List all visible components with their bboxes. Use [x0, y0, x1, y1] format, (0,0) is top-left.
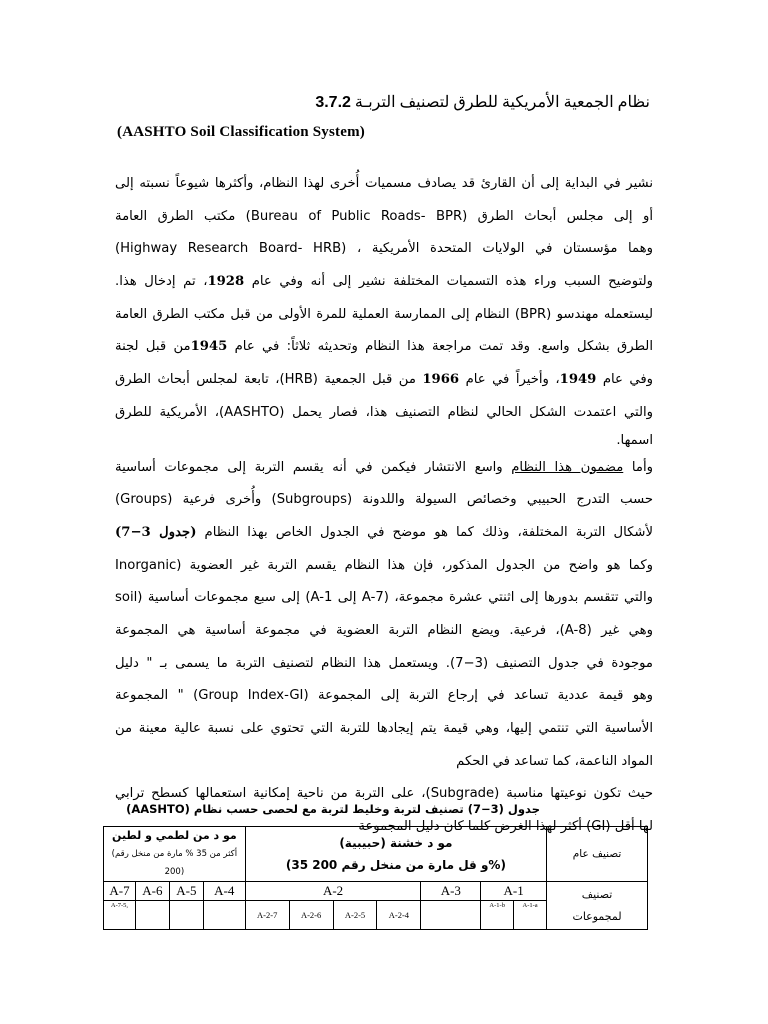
paragraph-line: وكما هو واضح من الجدول المذكور، فإن هذا النظام يقسم التربة غير العضوية (Inorganic: [115, 557, 653, 573]
subgroup-cell: A-1-b: [481, 901, 514, 930]
paragraph-line: المواد الناعمة، كما تساعد في الحكم: [456, 753, 653, 769]
table-caption: جدول (3−7) تصنيف لتربة وخليط لتربة مع لحصى حسب نظام (AASHTO): [126, 802, 540, 816]
paragraph-line: أو إلى مجلس أبحاث الطرق (Bureau of Public Roads- BPR) مكتب الطرق العامة: [115, 208, 654, 224]
subgroup-cell: A-2-4: [377, 901, 421, 930]
fine-materials-header: مو د من لطمي و لطين (أكثر من 35 % مارة من منخل رقم 200): [104, 827, 246, 882]
paragraph-line: (Highway Research Board- HRB) ، وهما مؤسستان في الولايات المتحدة الأمريكية: [115, 241, 653, 257]
section-title-english: (AASHTO Soil Classification System): [117, 124, 365, 140]
paragraph-line: وفي عام 1949، وأخيراً في عام 1966 من قبل الجمعية (HRB)، تابعة لمجلس أبحاث الطرق: [115, 372, 653, 388]
paragraph-line: لأشكال التربة المختلفة، وذلك كما هو موضح في الجدول الخاص بهذا النظام (جدول 3−7): [115, 524, 653, 540]
paragraph-line: وهي غير (A-8)، فرعية. ويضع النظام التربة العضوية في مجموعة أساسية هي المجموعة: [115, 622, 653, 638]
paragraph-line: ليستعمله مهندسو (BPR) النظام إلى الممارسة العملية للمرة الأولى من قبل مكتب الطرق العامة: [115, 306, 653, 322]
group-cell: A-5: [169, 882, 203, 901]
subgroup-cell: A-1-a: [514, 901, 547, 930]
body-text: [115, 168, 653, 844]
underlined-phrase: مضمون هذا النظام: [511, 459, 624, 475]
paragraph-line: وأما مضمون هذا النظام واسع الانتشار فيكمن في أنه يقسم التربة إلى مجموعات أساسية: [115, 459, 653, 475]
paragraph-line: حيث تكون نوعيتها مناسبة (Subgrade)، على التربة من ناحية إمكانية استعمالها كسطح ترابي: [115, 786, 653, 802]
group-cell: A-2: [245, 882, 421, 901]
year: 1949: [559, 372, 597, 388]
year: 1945: [190, 339, 228, 355]
general-classification-header: تصنيف عام: [547, 827, 648, 882]
group-cell: A-1: [481, 882, 547, 901]
section-title-arabic: نظام الجمعية الأمريكية للطرق لتصنيف التربـة: [354, 94, 650, 111]
paragraph-line: وهو قيمة عددية تساعد في إرجاع التربة إلى المجموعة (Group Index-GI) " المجموعة: [115, 688, 653, 704]
paragraph-line: الطرق بشكل واسع. وقد تمت مراجعة هذا النظام وتحديثه ثلاثاً: في عام 1945من قبل لجنة: [115, 339, 653, 355]
subgroup-cell: A-2-6: [289, 901, 333, 930]
group-cell: A-6: [135, 882, 169, 901]
aashto-classification-table: [103, 826, 648, 930]
section-heading: [90, 92, 650, 112]
paragraph-line: اسمها.: [616, 432, 653, 448]
subgroup-cell: [421, 901, 481, 930]
subgroup-cell: [135, 901, 169, 930]
group-classification-label: تصنيف لمجموعات: [547, 882, 648, 930]
section-number: 3.7.2: [315, 94, 351, 111]
group-cell: A-7: [104, 882, 136, 901]
paragraph-line: موجودة في جدول التصنيف (3−7). ويستعمل هذا النظام لتصنيف التربة ما يسمى بـ " دليل: [115, 655, 653, 671]
paragraph-line: لها أقل (GI) أكثر لهذا الغرض كلما كان دليل المجموعة: [358, 819, 653, 835]
subgroup-cell: A-2-7: [245, 901, 289, 930]
table-reference: (جدول 3−7): [115, 524, 197, 540]
paragraph-line: الأساسية التي تنتمي إليها، وهي قيمة يتم إيجادها للتربة التي تحتوي على نسبة عالية معينة من: [115, 721, 653, 736]
group-cell: A-3: [421, 882, 481, 901]
paragraph-line: حسب التدرج الحبيبي وخصائص السيولة واللدونة (Subgroups) وأُخرى فرعية (Groups): [115, 492, 653, 508]
group-cell: A-4: [203, 882, 245, 901]
paragraph-line: والتي تتقسم بدورها إلى اثنتي عشرة مجموعة، (A-7 إلى A-1) إلى سبع مجموعات أساسية (soil: [115, 590, 653, 606]
subgroup-cell: [169, 901, 203, 930]
coarse-materials-header: مو د خشنة (حبيبية) (و قل مارة من منخل رقم 200 35%): [245, 827, 546, 882]
paragraph-line: ولتوضيح السبب وراء هذه التسميات المختلفة نشير إلى أنه وفي عام 1928، تم إدخال هذا.: [115, 274, 653, 290]
subgroup-cell: [203, 901, 245, 930]
paragraph-line: والتي اعتمدت الشكل الحالي لنظام التصنيف هذا، فصار يحمل (AASHTO)، الأمريكية للطرق: [115, 404, 653, 420]
year: 1966: [422, 372, 460, 388]
paragraph-line: نشير في البداية إلى أن القارئ قد يصادف مسميات أُخرى لهذا النظام، وأكثرها شيوعاً نسبته إلى: [115, 176, 653, 191]
subgroup-cell: A-7-5,: [104, 901, 136, 930]
subgroup-cell: A-2-5: [333, 901, 377, 930]
year: 1928: [207, 274, 245, 290]
